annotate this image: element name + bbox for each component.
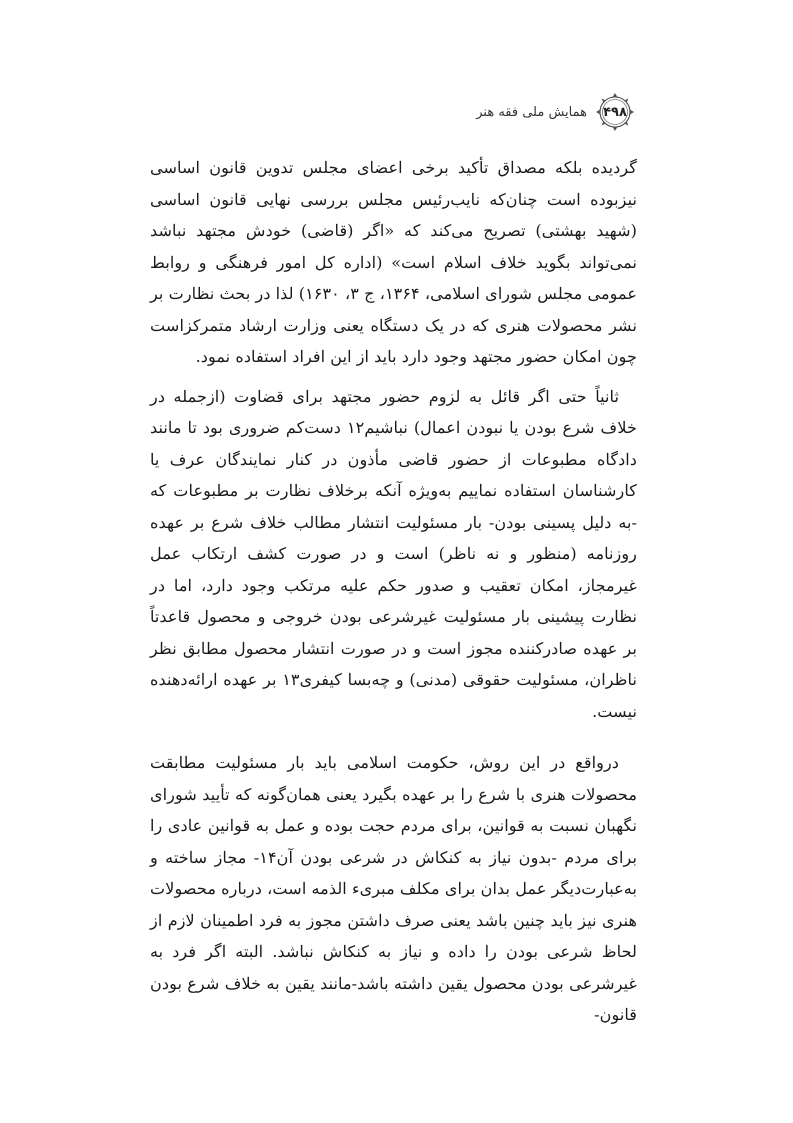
page-header [476,92,635,132]
page-number-badge [595,92,635,132]
paragraph: درواقع در این روش، حکومت اسلامی باید بار مسئولیت مطابقت محصولات هنری با شرع را بر عهده بگیرد یعنی همان‌گونه که تأیید شورای نگهبان نسبت به قوانین، برای مردم حجت بوده و عمل به قوانین عادی را برای مردم -بدون نیاز به کنکاش در شرعی بودن آن۱۴- مجاز ساخته و به‌عبارت‌دیگر عمل بدان برای مکلف مبریء الذمه است، درباره محصولات هنری نیز باید چنین باشد یعنی صرف داشتن مجوز به فرد اطمینان لازم از لحاظ شرعی بودن را داده و نیاز به کنکاش نباشد. البته اگر فرد به غیرشرعی بودن محصول یقین داشته باشد-مانند یقین به خلاف شرع بودن قانون- [150,753,637,1024]
paragraph: ثانیاً حتی اگر قائل به لزوم حضور مجتهد برای قضاوت (ازجمله در خلاف شرع بودن یا نبودن اعمال) نباشیم۱۲ دست‌کم ضروری بود تا مانند دادگاه مطبوعات از حضور قاضی مأذون در کنار نمایندگان عرف یا کارشناسان استفاده نماییم به‌ویژه آنکه برخلاف نظارت بر مطبوعات که -به دلیل پسینی بودن- بار مسئولیت انتشار مطالب خلاف شرع بر عهده روزنامه (منظور و نه ناظر) است و در صورت کشف ارتکاب عمل غیرمجاز، امکان تعقیب و صدور حکم علیه مرتکب وجود دارد، اما در نظارت پیشینی بار مسئولیت غیرشرعی بودن خروجی و محصول قاعدتاً بر عهده صادرکننده مجوز است و در صورت انتشار محصول مطابق نظر ناظران، مسئولیت حقوقی (مدنی) و چه‌بسا کیفری۱۳ بر عهده ارائه‌دهنده نیست. [150,386,638,721]
page-number: ۴۹۸ [603,104,627,120]
body-text [150,152,637,1031]
paragraph: گردیده بلکه مصداق تأکید برخی اعضای مجلس تدوین قانون اساسی نیزبوده است چنان‌که نایب‌رئیس مجلس بررسی نهایی قانون اساسی (شهید بهشتی) تصریح می‌کند که «اگر (قاضی) خودش مجتهد نباشد نمی‌تواند بگوید خلاف اسلام است» (اداره کل امور فرهنگی و روابط عمومی مجلس شورای اسلامی، ۱۳۶۴، ج ۳، ۱۶۳۰) لذا در بحث نظارت بر نشر محصولات هنری که در یک دستگاه یعنی وزارت ارشاد متمرکزاست چون امکان حضور مجتهد وجود دارد باید از این افراد استفاده نمود. [150,158,638,366]
running-title: همایش ملی فقه هنر [476,104,587,120]
